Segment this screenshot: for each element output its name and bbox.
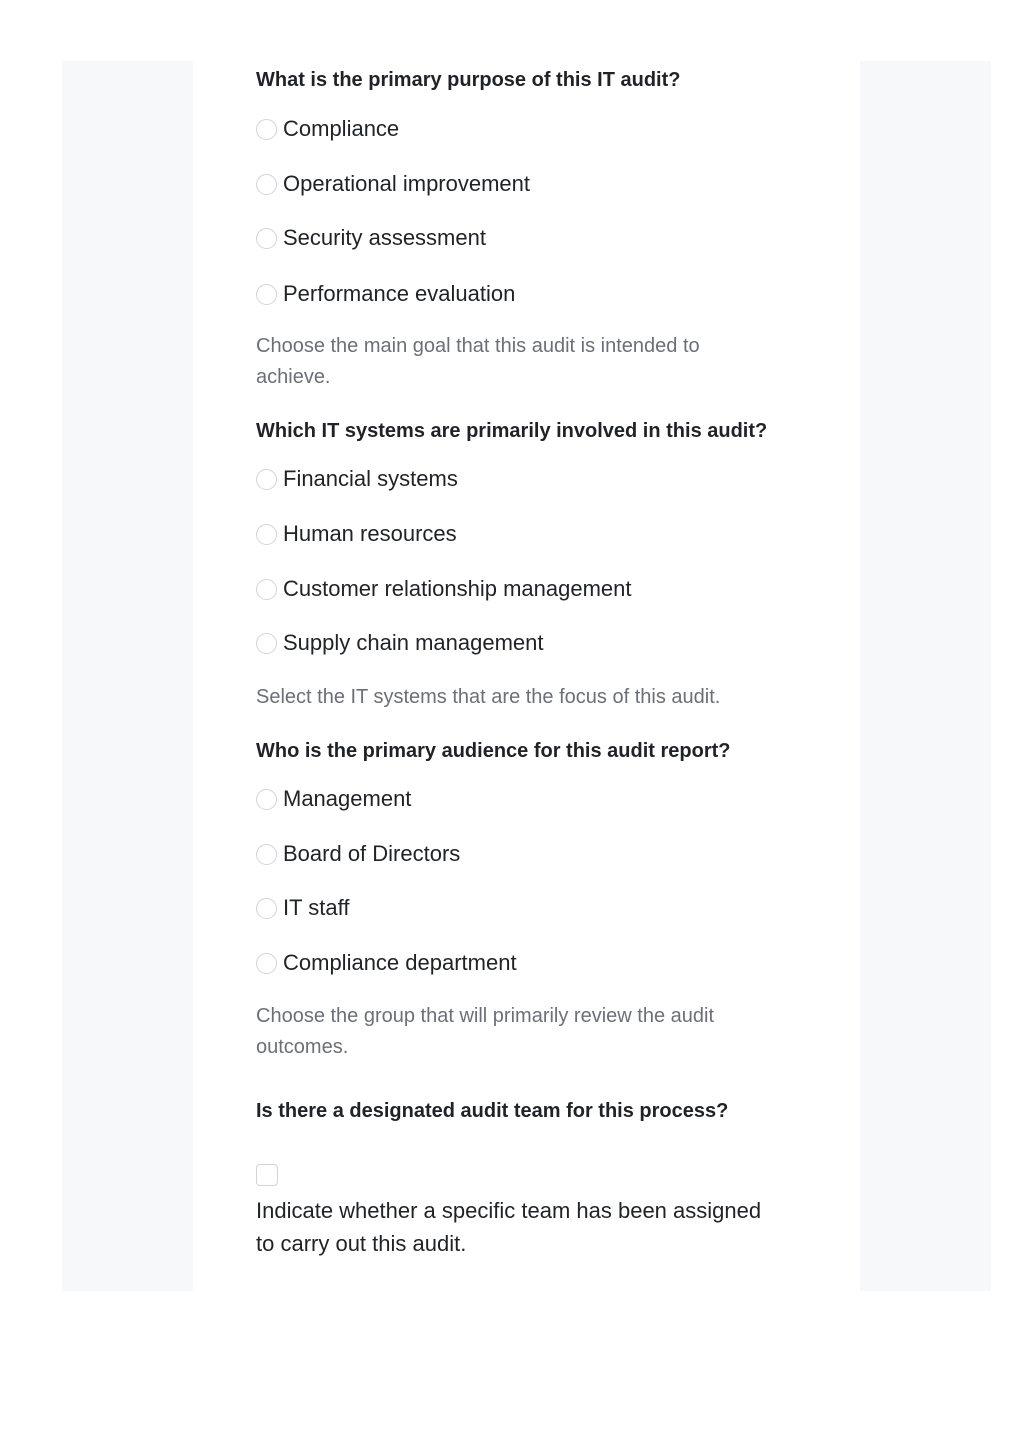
- radio-button[interactable]: [256, 174, 277, 195]
- option-customer-relationship-management[interactable]: [256, 576, 632, 602]
- audit-team-description: Indicate whether a specific team has been assigned to carry out this audit.: [256, 1198, 762, 1256]
- question-report-audience: Who is the primary audience for this audit report?: [256, 740, 731, 762]
- option-label: IT staff: [283, 895, 350, 920]
- option-label: Security assessment: [283, 225, 486, 250]
- radio-button[interactable]: [256, 633, 277, 654]
- help-text-it-systems: Select the IT systems that are the focus of this audit.: [256, 686, 721, 708]
- question-it-systems: Which IT systems are primarily involved in this audit?: [256, 420, 768, 442]
- option-label: Supply chain management: [283, 630, 544, 655]
- radio-button[interactable]: [256, 469, 277, 490]
- option-compliance-department[interactable]: [256, 950, 517, 976]
- option-label: Management: [283, 786, 412, 811]
- help-text-report-audience: Choose the group that will primarily review the audit outcomes.: [256, 1005, 714, 1058]
- question-audit-team: Is there a designated audit team for this process?: [256, 1100, 729, 1122]
- question-audit-purpose: What is the primary purpose of this IT audit?: [256, 69, 681, 91]
- radio-button[interactable]: [256, 524, 277, 545]
- right-side-panel: [860, 61, 991, 1291]
- audit-team-checkbox[interactable]: [256, 1164, 278, 1186]
- option-label: Financial systems: [283, 466, 458, 491]
- radio-button[interactable]: [256, 579, 277, 600]
- option-board-of-directors[interactable]: [256, 841, 460, 867]
- radio-button[interactable]: [256, 953, 277, 974]
- option-security-assessment[interactable]: [256, 225, 486, 251]
- option-label: Compliance: [283, 116, 400, 141]
- option-label: Board of Directors: [283, 841, 461, 866]
- radio-button[interactable]: [256, 119, 277, 140]
- radio-button[interactable]: [256, 844, 277, 865]
- option-compliance[interactable]: [256, 116, 399, 142]
- option-operational-improvement[interactable]: [256, 171, 530, 197]
- option-label: Operational improvement: [283, 171, 531, 196]
- option-label: Customer relationship management: [283, 576, 632, 601]
- option-label: Human resources: [283, 521, 457, 546]
- option-supply-chain-management[interactable]: [256, 630, 544, 656]
- option-financial-systems[interactable]: [256, 466, 458, 492]
- left-side-panel: [62, 61, 193, 1291]
- option-label: Performance evaluation: [283, 281, 516, 306]
- option-management[interactable]: [256, 786, 411, 812]
- help-text-audit-purpose: Choose the main goal that this audit is intended to achieve.: [256, 335, 700, 388]
- option-human-resources[interactable]: [256, 521, 457, 547]
- radio-button[interactable]: [256, 898, 277, 919]
- option-performance-evaluation[interactable]: [256, 281, 515, 307]
- option-it-staff[interactable]: [256, 895, 349, 921]
- radio-button[interactable]: [256, 284, 277, 305]
- option-label: Compliance department: [283, 950, 517, 975]
- radio-button[interactable]: [256, 228, 277, 249]
- radio-button[interactable]: [256, 789, 277, 810]
